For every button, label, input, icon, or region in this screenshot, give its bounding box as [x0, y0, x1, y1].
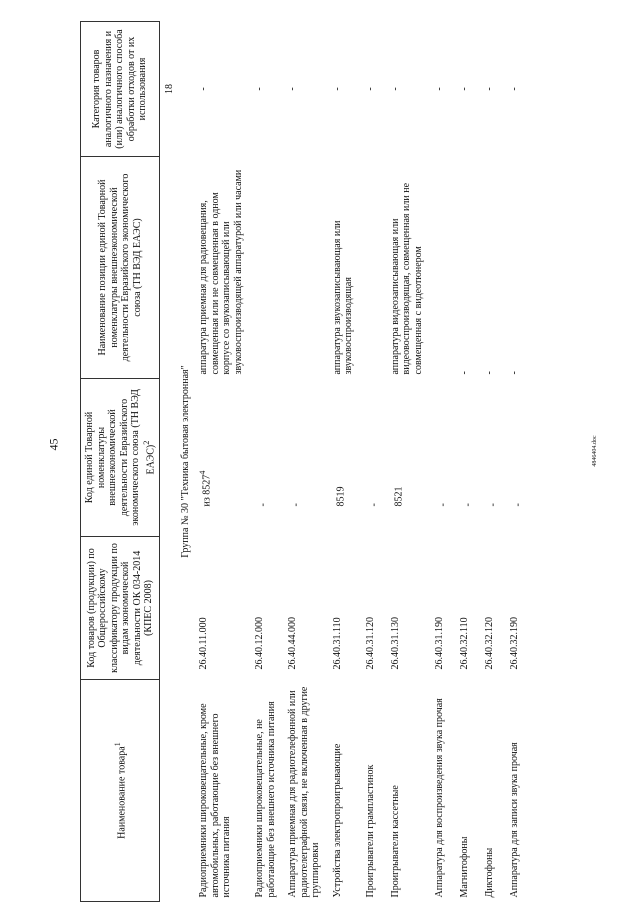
goods-name-cell: Радиоприемники широковещательные, не работающие без внешнего источника питания [254, 701, 277, 898]
tnved-name-cell [286, 157, 331, 379]
tnved-code-value: из 8527 [201, 474, 213, 507]
table-header-row [81, 22, 160, 902]
goods-name-cell: Магнитофоны [458, 836, 470, 898]
table-row [197, 22, 253, 902]
tnved-code-cell [331, 379, 364, 537]
category-cell: - [458, 87, 470, 91]
okpd-code-cell: 26.40.31.130 [389, 617, 401, 670]
tnved-code-cell [458, 379, 483, 537]
tnved-code-value: 8521 [392, 486, 404, 507]
header-goods-name: Наименование товара$^1$ [81, 680, 160, 902]
table-row [364, 22, 389, 902]
table-row [458, 22, 483, 902]
tnved-code-cell [389, 379, 434, 537]
table-row [433, 22, 458, 902]
category-cell: - [508, 87, 520, 91]
goods-name-cell: Радиоприемники широковещательные, кроме автомобильных, работающие без внешнего источника питания [198, 703, 233, 898]
table-row [508, 22, 533, 902]
table-row [253, 22, 286, 902]
okpd-code-cell: 26.40.11.000 [198, 617, 210, 670]
okpd-code-cell: 26.40.31.190 [434, 617, 446, 670]
category-cell: - [364, 87, 376, 91]
okpd-code-cell: 26.40.32.190 [508, 617, 520, 670]
tnved-name-cell [433, 157, 458, 379]
tnved-code-cell [508, 379, 533, 537]
group-title: Группа № 30 "Техника бытовая электронная" [179, 365, 191, 558]
goods-name-cell: Аппаратура для воспроизведения звука прочая [434, 698, 446, 898]
tnved-code-value: - [511, 503, 523, 507]
tnved-code-value: - [257, 503, 269, 507]
table-row [286, 22, 331, 902]
tnved-code-value: - [368, 503, 380, 507]
goods-name-cell: Проигрыватели кассетные [389, 785, 401, 898]
group-number-row [160, 22, 178, 902]
category-cell: - [331, 87, 343, 91]
tnved-code-value: - [437, 503, 449, 507]
table-row [483, 22, 508, 902]
okpd-code-cell: 26.40.32.110 [458, 617, 470, 670]
tnved-code-cell [433, 379, 458, 537]
category-cell: - [287, 87, 299, 91]
goods-name-cell: Аппаратура приемная для радиотелефонной или радиотелеграфной связи, не включенная в другие группировки [287, 686, 322, 898]
header-tnved-code: Код единой Товарной номенклатуры внешнеэкономической деятельности Евразийского экономического союза (ТН ВЭД ЕАЭС)$^2$ [81, 379, 160, 537]
group-title-row [178, 22, 198, 902]
tnved-code-value: - [487, 503, 499, 507]
header-category: Категория товаров аналогичного назначения и (или) аналогичного способа обработки отходов от их использования [81, 22, 160, 157]
footer-file-code: 4846404.doc [592, 435, 598, 467]
category-cell: - [434, 87, 446, 91]
tnved-name-cell: аппаратура приемная для радиовещания, совмещенная или не совмещенная в одном корпусе со звукозаписывающей или звуковоспроизводящей аппаратурой или часами [198, 169, 244, 375]
header-tnved-name: Наименование позиции единой Товарной номенклатуры внешнеэкономической деятельности Евразийского экономического союза (ТН ВЭД ЕАЭС) [81, 157, 160, 379]
tnved-code-value: 8519 [335, 486, 347, 507]
goods-name-cell: Устройства электропроигрывающие [331, 743, 343, 898]
tnved-name-cell: - [458, 371, 470, 375]
group-number: 18 [164, 84, 176, 94]
document-footer [590, 435, 600, 467]
goods-name-cell: Проигрыватели грампластинок [364, 764, 376, 898]
category-cell: - [198, 87, 210, 91]
tnved-name-cell: - [508, 371, 520, 375]
category-cell: - [254, 87, 266, 91]
okpd-code-cell: 26.40.12.000 [254, 617, 266, 670]
table-row [389, 22, 434, 902]
tnved-code-value: - [462, 503, 474, 507]
table-row [331, 22, 364, 902]
okpd-code-cell: 26.40.44.000 [287, 617, 299, 670]
page-number: 45 [46, 438, 61, 451]
tnved-code-cell [483, 379, 508, 537]
tnved-name-cell: - [483, 371, 495, 375]
tnved-name-cell: аппаратура видеозаписывающая или видеовоспроизводящая, совмещенная или не совмещенная с видеотюнером [389, 182, 424, 375]
tnved-name-cell: аппаратура звукозаписывающая или звуковоспроизводящая [331, 220, 355, 375]
tnved-footnote-mark: 4 [198, 470, 208, 475]
tnved-name-cell [364, 157, 389, 379]
okpd-code-cell: 26.40.32.120 [483, 617, 495, 670]
tnved-name-cell [253, 157, 286, 379]
goods-table [80, 21, 532, 902]
tnved-code-value: - [290, 503, 302, 507]
category-cell: - [483, 87, 495, 91]
tnved-code-cell [253, 379, 286, 537]
header-okpd-code: Код товаров (продукции) по Общероссийскому классификатору продукции по видам экономической деятельности ОК 034-2014 (КПЕС 2008) [81, 537, 160, 680]
tnved-code-cell [197, 379, 253, 537]
rotated-table-page [80, 12, 580, 902]
tnved-code-cell [286, 379, 331, 537]
category-cell: - [389, 87, 401, 91]
okpd-code-cell: 26.40.31.120 [364, 617, 376, 670]
okpd-code-cell: 26.40.31.110 [331, 617, 343, 670]
goods-name-cell: Аппаратура для записи звука прочая [508, 742, 520, 898]
goods-name-cell: Диктофоны [483, 847, 495, 898]
tnved-code-cell [364, 379, 389, 537]
